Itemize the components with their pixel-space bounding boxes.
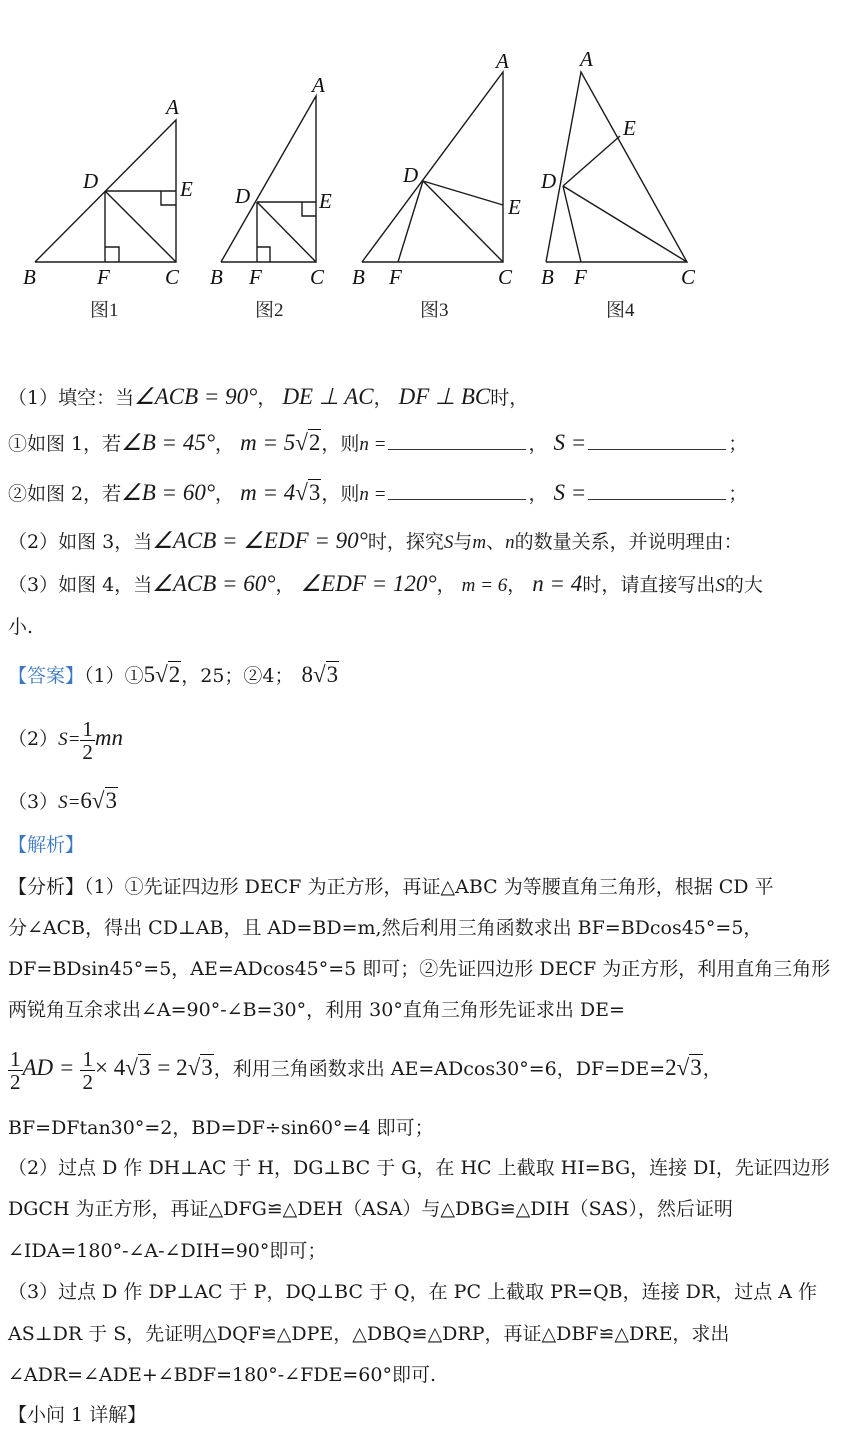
- answer-l3-prefix: （3）: [8, 791, 59, 813]
- answer-l2-den: 2: [82, 739, 93, 764]
- question-part2: [8, 526, 743, 558]
- fig3-label-e: E: [508, 195, 521, 219]
- part1-df-perp: DF ⊥ BC: [398, 384, 491, 409]
- part1-intro-text: （1）填空：当: [8, 387, 135, 409]
- q1-s-label: S =: [553, 430, 587, 455]
- fig4-label-c: C: [681, 265, 696, 289]
- q1-n-blank[interactable]: [388, 431, 526, 450]
- analysis-line6: BF=DFtan30°=2，BD=DF÷sin60°=4 即可；: [8, 1117, 434, 1139]
- analysis-line4: 两锐角互余求出∠A=90°-∠B=30°，利用 30°直角三角形先证求出 DE=: [8, 999, 625, 1021]
- analysis-line5: [8, 1044, 722, 1093]
- q1-n-label: n =: [359, 434, 387, 455]
- figure-2: [221, 96, 316, 262]
- q1-m-radicand: 2: [308, 430, 321, 455]
- figure-1: [35, 120, 176, 262]
- question-part1-intro: （1）填空：当∠ACB = 90°， DE ⊥ AC， DF ⊥ BC时，: [8, 384, 529, 409]
- analysis-l5-rad2: 3: [201, 1055, 213, 1080]
- fig4-label-b: B: [541, 265, 554, 289]
- analysis-l5-eq: = 2: [157, 1055, 188, 1080]
- answer-l3-val: 6: [80, 788, 92, 813]
- answer-line1: [8, 660, 339, 691]
- fig2-label-f: F: [249, 265, 262, 289]
- q1-s-blank[interactable]: [588, 431, 726, 450]
- answer-line3: [8, 786, 118, 818]
- fig3-label-f: F: [389, 265, 402, 289]
- answer-l2-mn: mn: [94, 725, 124, 750]
- analysis-l5-f1-num: 1: [10, 1046, 21, 1071]
- q2-m-radicand: 3: [308, 480, 321, 505]
- figure-3: [362, 72, 503, 262]
- analysis-l5-rad1: 3: [138, 1055, 151, 1080]
- fig2-label-b: B: [210, 265, 223, 289]
- q2-s-blank[interactable]: [588, 481, 726, 500]
- part1-intro-end: 时，: [490, 387, 529, 409]
- analysis-line9: ∠IDA=180°-∠A-∠DIH=90°即可；: [8, 1240, 327, 1262]
- analysis-tag: 【解析】: [8, 834, 85, 856]
- part1-angle-acb: ∠ACB = 90°: [134, 384, 258, 409]
- analysis-line3: DF=BDsin45°=5，AE=ADcos45°=5 即可；②先证四边形 DECF 为正方形，利用直角三角形: [8, 958, 831, 980]
- q1-prefix: ①如图 1，若: [8, 433, 122, 455]
- part1-de-perp: DE ⊥ AC: [282, 384, 374, 409]
- fig3-label-c: C: [498, 265, 513, 289]
- fig3-caption: 图3: [420, 300, 449, 321]
- part3-n: n = 4: [532, 571, 583, 596]
- q2-m-sqrt: √3: [295, 480, 321, 505]
- analysis-l5-end: ，: [702, 1058, 722, 1080]
- fig1-label-b: B: [23, 265, 36, 289]
- part3-text3: 的大: [724, 574, 763, 596]
- fig2-label-d: D: [235, 184, 251, 208]
- analysis-l5-frac1: [8, 1048, 23, 1093]
- answer-l2-s: S=: [58, 729, 81, 750]
- answer-l1-a1-sqrt: √2: [155, 662, 181, 687]
- analysis-line2: 分∠ACB，得出 CD⊥AB，且 AD=BD=m,然后利用三角函数求出 BF=BDcos45°=5，: [8, 917, 763, 939]
- question-part3: （3）如图 4，当∠ACB = 60°， ∠EDF = 120°， m = 6， n = 4时，请直接写出S的大: [8, 571, 763, 596]
- answer-l2-num: 1: [82, 716, 93, 741]
- part2-n: n: [505, 532, 515, 553]
- fig2-label-a: A: [312, 73, 325, 97]
- analysis-l5-f2-num: 1: [82, 1046, 93, 1071]
- analysis-line12: ∠ADR=∠ADE+∠BDF=180°-∠FDE=60°即可.: [8, 1364, 437, 1386]
- analysis-l5-mul: × 4: [94, 1055, 126, 1080]
- part2-sep: 、: [486, 531, 506, 553]
- analysis-l5-text: ，利用三角函数求出 AE=ADcos30°=6，DF=DE=: [213, 1058, 666, 1080]
- analysis-line13: 【小问 1 详解】: [8, 1404, 147, 1426]
- answer-tag: 【答案】: [8, 665, 85, 687]
- analysis-l5-rad3: 3: [690, 1055, 702, 1080]
- fig3-label-d: D: [403, 163, 419, 187]
- part3-text2: 时，请直接写出: [582, 574, 716, 596]
- answer-l1-a2-sqrt: √3: [313, 662, 339, 687]
- analysis-l5-f1-den: 2: [10, 1069, 21, 1094]
- q2-n-label: n =: [359, 484, 387, 505]
- answer-l2-prefix: （2）: [8, 728, 59, 750]
- answer-l3-radicand: 3: [105, 788, 118, 813]
- fig2-label-c: C: [310, 265, 325, 289]
- q2-m-value: m = 4: [240, 480, 296, 505]
- question-part1-q2: ②如图 2，若∠B = 60°， m = 4√3，则n = ， S = ；: [8, 478, 747, 510]
- q2-prefix: ②如图 2，若: [8, 483, 122, 505]
- fig1-label-e: E: [180, 177, 193, 201]
- part3-text1: （3）如图 4，当: [8, 574, 153, 596]
- answer-l3-sqrt: √3: [91, 788, 118, 813]
- fig4-label-e: E: [623, 116, 636, 140]
- part3-text4: 小.: [8, 616, 34, 638]
- answer-l1-a2-radicand: 3: [326, 662, 339, 687]
- analysis-line7: （2）过点 D 作 DH⊥AC 于 H，DG⊥BC 于 G，在 HC 上截取 HI=BG，连接 DI，先证四边形: [8, 1157, 830, 1179]
- answer-l1-a1-radicand: 2: [168, 662, 181, 687]
- answer-l1-mid: ，25；②4；: [181, 665, 294, 687]
- analysis-l5-f2-den: 2: [82, 1069, 93, 1094]
- answer-l3-s: S=: [58, 792, 81, 813]
- q2-n-blank[interactable]: [388, 481, 526, 500]
- fig1-label-d: D: [83, 169, 99, 193]
- part3-angle-edf: ∠EDF = 120°: [300, 571, 437, 596]
- question-part3-cont: [8, 612, 33, 642]
- part3-angle-acb: ∠ACB = 60°: [152, 571, 276, 596]
- answer-l2-fraction: [80, 718, 95, 763]
- fig1-caption: 图1: [90, 300, 119, 321]
- figure-4: [546, 72, 687, 262]
- fig2-caption: 图2: [255, 300, 284, 321]
- q1-angle: ∠B = 45°: [121, 430, 216, 455]
- part2-m: m: [472, 532, 487, 553]
- part2-text2: 时，探究: [367, 531, 444, 553]
- part3-s: S: [715, 575, 725, 596]
- fig3-label-a: A: [496, 49, 509, 73]
- part3-m: m = 6: [461, 575, 508, 596]
- analysis-line1: 【分析】（1）①先证四边形 DECF 为正方形，再证△ABC 为等腰直角三角形，根据 CD 平: [8, 876, 774, 898]
- part2-text4: 的数量关系，并说明理由：: [514, 531, 743, 553]
- q2-then: ，则: [321, 483, 360, 505]
- q1-m-sqrt: √2: [295, 430, 321, 455]
- answer-l1-a2: 8: [301, 662, 313, 687]
- fig2-label-e: E: [319, 189, 332, 213]
- q1-m-value: m = 5: [240, 430, 296, 455]
- fig4-caption: 图4: [606, 300, 635, 321]
- analysis-l5-sqrt3: √3: [676, 1055, 702, 1080]
- part2-math: ∠ACB = ∠EDF = 90°: [152, 528, 368, 553]
- answer-line2: [8, 716, 123, 763]
- question-part1-q1: ①如图 1，若∠B = 45°， m = 5√2，则n = ， S = ；: [8, 428, 747, 460]
- fig1-label-c: C: [165, 265, 180, 289]
- fig1-label-a: A: [166, 95, 179, 119]
- analysis-l5-sqrt2: √3: [187, 1055, 213, 1080]
- fig4-label-f: F: [574, 265, 587, 289]
- part2-text1: （2）如图 3，当: [8, 531, 153, 553]
- fig4-label-a: A: [580, 47, 593, 71]
- analysis-l5-sqrt1: √3: [125, 1055, 151, 1080]
- q1-then: ，则: [321, 433, 360, 455]
- answer-l1-a1: 5: [143, 662, 156, 687]
- fig3-label-b: B: [352, 265, 365, 289]
- part2-text3: 与: [453, 531, 473, 553]
- analysis-l5-val: 2: [665, 1055, 677, 1080]
- answer-l1-prefix: （1）①: [84, 665, 144, 687]
- analysis-line10: （3）过点 D 作 DP⊥AC 于 P，DQ⊥BC 于 Q，在 PC 上截取 PR=QB，连接 DR，过点 A 作: [8, 1281, 818, 1303]
- analysis-line8: DGCH 为正方形，再证△DFG≌△DEH（ASA）与△DBG≌△DIH（SAS），然后证明: [8, 1198, 733, 1220]
- part2-s: S: [443, 532, 454, 553]
- q2-s-label: S =: [553, 480, 587, 505]
- analysis-l5-frac2: [80, 1048, 95, 1093]
- analysis-line11: AS⊥DR 于 S，先证明△DQF≌△DPE，△DBQ≌△DRP，再证△DBF≌△DRE，求出: [8, 1323, 730, 1345]
- analysis-l5-ad: AD =: [22, 1055, 75, 1080]
- fig4-label-d: D: [541, 169, 557, 193]
- geometry-figures: [0, 0, 845, 340]
- q2-angle: ∠B = 60°: [121, 480, 216, 505]
- fig1-label-f: F: [97, 265, 110, 289]
